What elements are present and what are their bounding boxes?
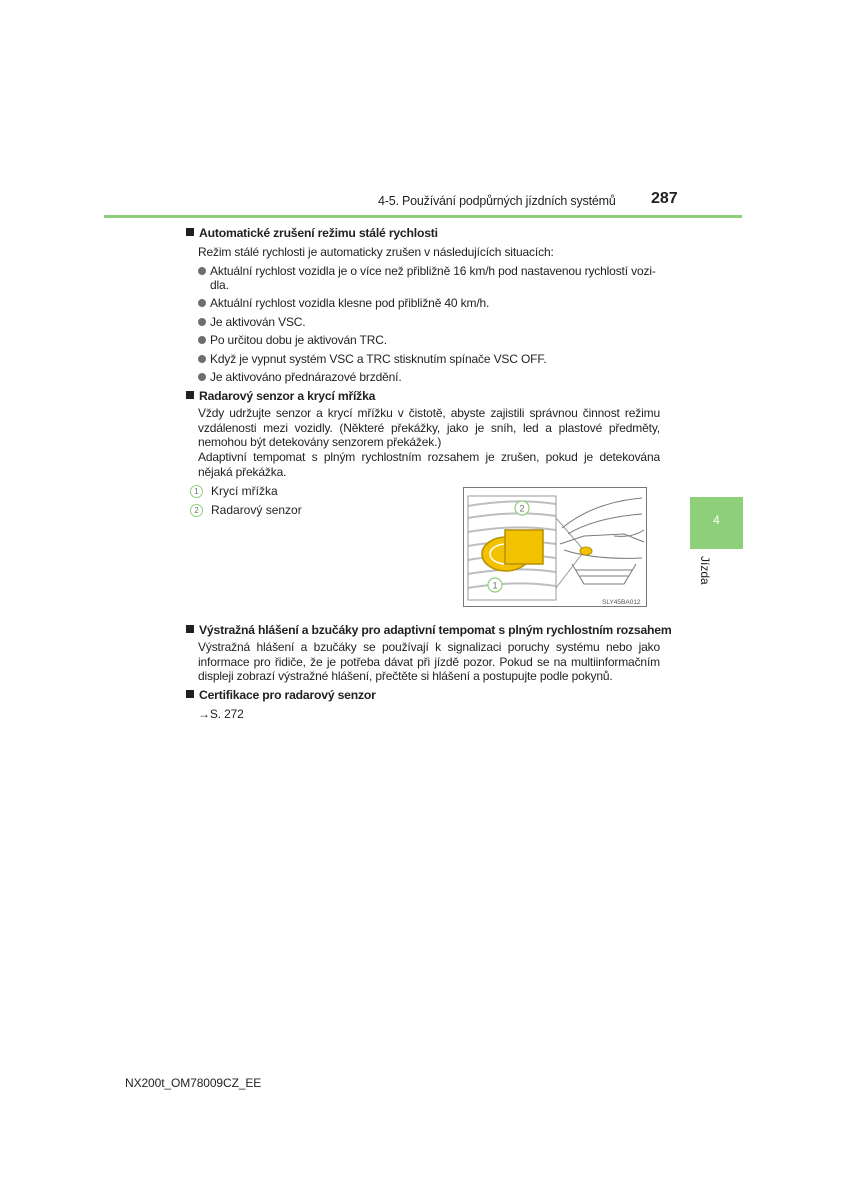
heading-marker	[186, 690, 194, 698]
heading-text: Radarový senzor a krycí mřížka	[199, 389, 376, 403]
heading-marker	[186, 625, 194, 633]
callout-1-icon: 1	[190, 485, 203, 498]
heading-marker	[186, 391, 194, 399]
svg-text:2: 2	[519, 503, 525, 514]
document-code: NX200t_OM78009CZ_EE	[125, 1076, 262, 1090]
section-heading-auto-cancel	[186, 226, 438, 240]
radar-sensor-illustration	[463, 487, 647, 607]
legend-label: Radarový senzor	[211, 503, 302, 517]
list-item-text: Aktuální rychlost vozidla klesne pod přibližně 40 km/h.	[210, 296, 490, 310]
list-item	[198, 333, 387, 348]
page-number: 287	[651, 190, 678, 207]
radar-paragraph: Vždy udržujte senzor a krycí mřížku v čistotě, abyste zajistili správnou činnost režimu vzdálenosti mezi vozidly. (Některé překážky, jako je sníh, led a plastové předměty, nemohou být detekovány senzorem překážek.)	[198, 406, 660, 449]
bullet-icon	[198, 336, 206, 344]
heading-text: Certifikace pro radarový senzor	[199, 688, 376, 702]
list-item	[198, 296, 489, 311]
svg-text:1: 1	[492, 580, 498, 591]
list-item	[198, 370, 402, 385]
heading-text: Automatické zrušení režimu stálé rychlosti	[199, 226, 438, 240]
bullet-icon	[198, 267, 206, 275]
list-item-text: Aktuální rychlost vozidla je o více než přibližně 16 km/h pod nastavenou rychlostí vozi-	[210, 264, 656, 278]
legend-item-grille	[190, 484, 278, 498]
cert-page-reference[interactable]: →S. 272	[198, 707, 244, 721]
list-item	[198, 352, 546, 367]
bullet-icon	[198, 318, 206, 326]
legend-label: Krycí mřížka	[211, 484, 278, 498]
radar-paragraph-2: Adaptivní tempomat s plným rychlostním rozsahem je zrušen, pokud je detekována nějaká překážka.	[198, 450, 660, 479]
figure-code: SLY45BA012	[602, 599, 641, 606]
chapter-number: 4	[713, 513, 720, 527]
legend-item-sensor	[190, 503, 302, 517]
list-item	[198, 264, 656, 279]
chapter-label: Jízda	[698, 556, 712, 585]
heading-marker	[186, 228, 194, 236]
illustration-svg	[464, 488, 646, 606]
section-heading-warnings	[186, 623, 672, 637]
list-item-continuation: dla.	[210, 278, 229, 292]
heading-text: Výstražná hlášení a bzučáky pro adaptivní tempomat s plným rychlostním rozsahem	[199, 623, 672, 637]
section-heading-cert	[186, 688, 376, 702]
running-header: 4-5. Používání podpůrných jízdních systémů	[378, 194, 616, 208]
bullet-icon	[198, 373, 206, 381]
callout-2-icon: 2	[190, 504, 203, 517]
bullet-icon	[198, 355, 206, 363]
auto-cancel-intro: Režim stálé rychlosti je automaticky zrušen v následujících situacích:	[198, 245, 554, 259]
section-heading-radar	[186, 389, 375, 403]
chapter-tab	[690, 497, 743, 549]
list-item-text: Po určitou dobu je aktivován TRC.	[210, 333, 387, 347]
list-item-text: Je aktivováno přednárazové brzdění.	[210, 370, 402, 384]
list-item	[198, 315, 306, 330]
warnings-paragraph: Výstražná hlášení a bzučáky se používají k signalizaci poruchy systému nebo jako informace pro řidiče, že je potřeba dávat při jízdě pozor. Pokud se na multiinformačním displeji zobrazí výstražné hlášení, přečtěte si hlášení a postupujte podle pokynů.	[198, 640, 660, 683]
bullet-icon	[198, 299, 206, 307]
header-rule	[104, 215, 742, 218]
list-item-text: Když je vypnut systém VSC a TRC stisknutím spínače VSC OFF.	[210, 352, 547, 366]
list-item-text: Je aktivován VSC.	[210, 315, 306, 329]
